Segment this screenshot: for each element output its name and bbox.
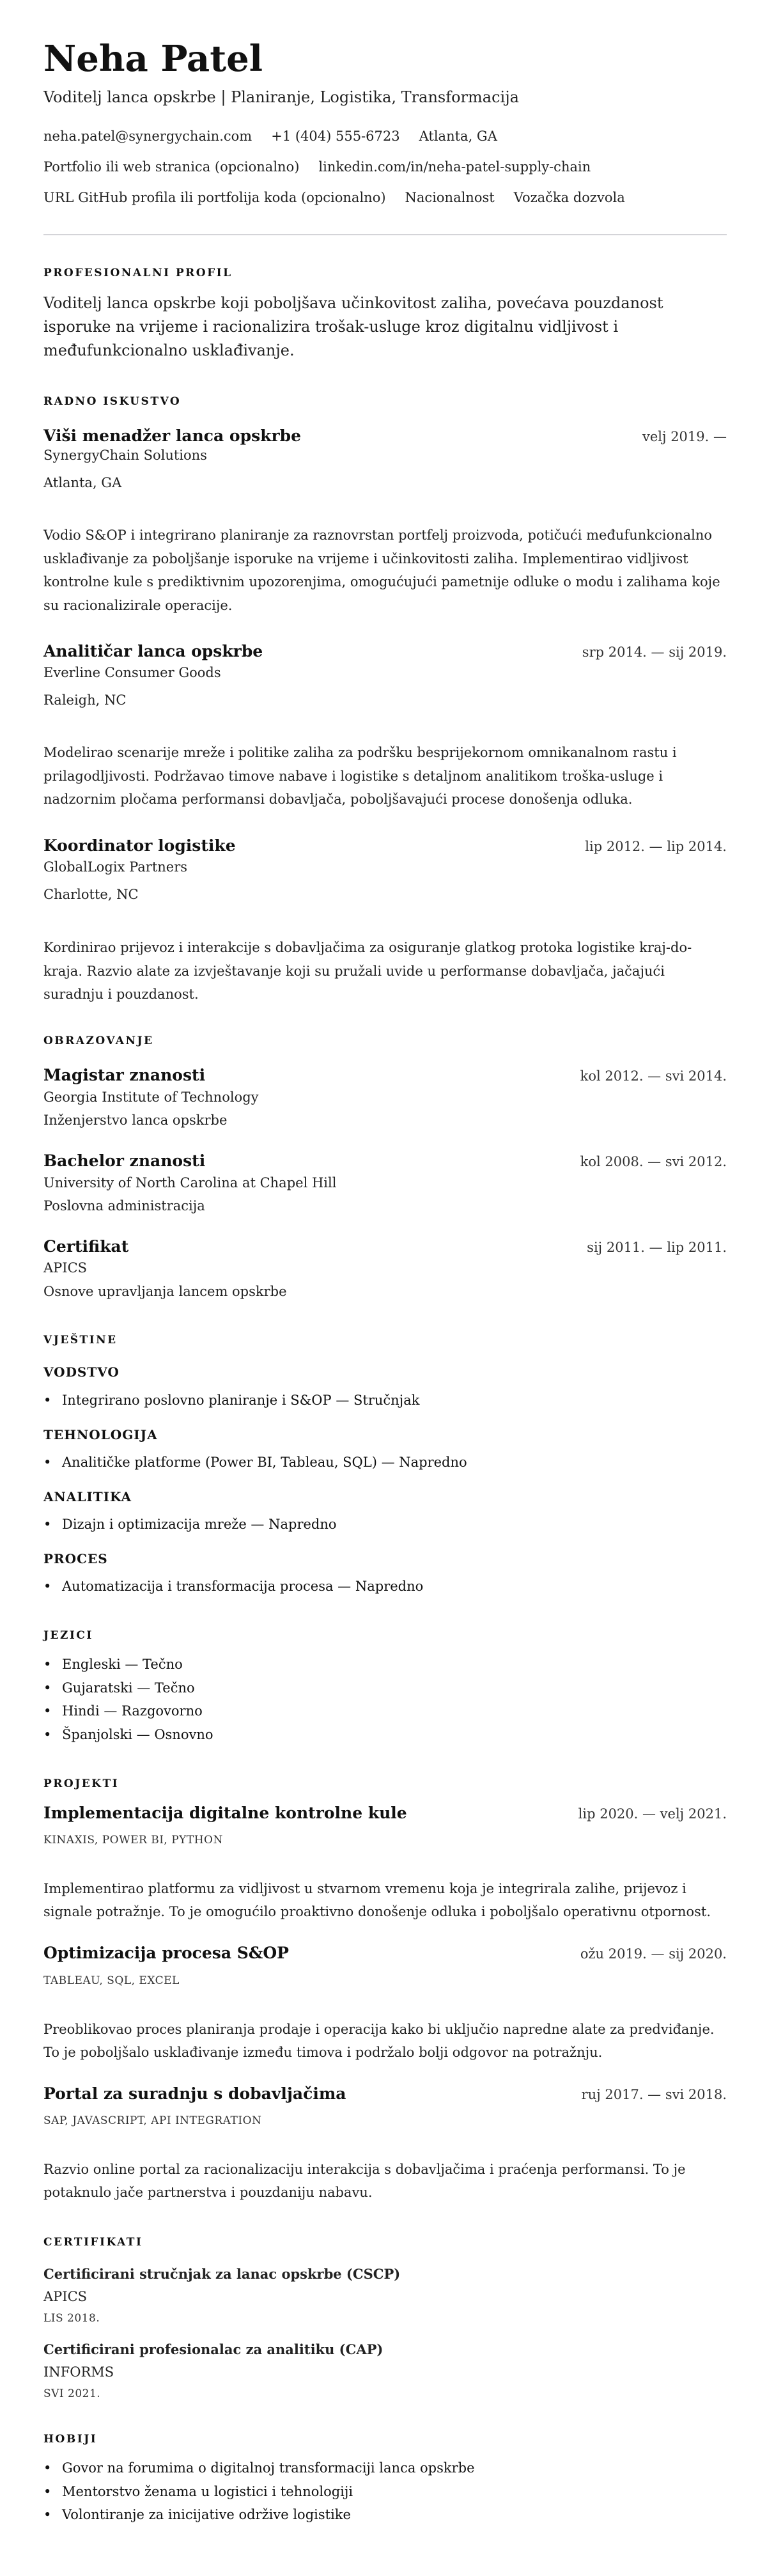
school: APICS bbox=[43, 1260, 88, 1276]
job-company: SynergyChain Solutions bbox=[43, 448, 207, 463]
project-description: Razvio online portal za racionalizaciju interakcija s dobavljačima i praćenja performansi. To je potaknulo jače partnerstva i pouzdaniju nabavu. bbox=[43, 2162, 686, 2200]
location: Atlanta, GA bbox=[419, 129, 497, 144]
skill-group-title: VODSTVO bbox=[43, 1364, 120, 1380]
job-title: Viši menadžer lanca opskrbe bbox=[43, 426, 302, 445]
language-item: • Gujaratski — Tečno bbox=[43, 1676, 213, 1700]
project-title: Portal za suradnju s dobavljačima bbox=[43, 2084, 346, 2103]
hobby-item: • Govor na forumima o digitalnoj transformaciji lanca opskrbe bbox=[43, 2456, 475, 2480]
certification-name: Certificirani stručnjak za lanac opskrbe (CSCP) bbox=[43, 2266, 401, 2282]
nationality: Nacionalnost bbox=[405, 190, 495, 205]
job-dates: velj 2019. — bbox=[642, 429, 727, 444]
project-tech: SAP, JAVASCRIPT, API INTEGRATION bbox=[43, 2114, 262, 2127]
section-heading-skills: VJEŠTINE bbox=[43, 1334, 118, 1347]
job-title: Koordinator logistike bbox=[43, 836, 236, 855]
skill-list bbox=[43, 1575, 423, 1598]
section-heading-experience: RADNO ISKUSTVO bbox=[43, 395, 182, 408]
job-location: Atlanta, GA bbox=[43, 475, 122, 490]
job-header bbox=[43, 426, 727, 446]
skill-item: • Analitičke platforme (Power BI, Tableau, SQL) — Napredno bbox=[43, 1451, 467, 1474]
skill-item: • Integrirano poslovno planiranje i S&OP — Stručnjak bbox=[43, 1389, 419, 1412]
job-description: Modelirao scenarije mreže i politike zaliha za podršku besprijekornom omnikanalnom rastu i prilagodljivosti. Podržavao timove nabave i logistike s detaljnom analitikom troška-usluge i nadzornim pločama performansi dobavljača, poboljšavajući procese donošenja odluka. bbox=[43, 745, 677, 807]
education-header bbox=[43, 1237, 727, 1257]
hobby-item: • Volontiranje za inicijative održive logistike bbox=[43, 2503, 475, 2527]
skill-list bbox=[43, 1389, 419, 1412]
job-dates: srp 2014. — sij 2019. bbox=[582, 644, 727, 660]
school: Georgia Institute of Technology bbox=[43, 1089, 259, 1105]
project-dates: lip 2020. — velj 2021. bbox=[578, 1806, 727, 1822]
language-item: • Engleski — Tečno bbox=[43, 1653, 213, 1676]
job-location: Charlotte, NC bbox=[43, 887, 139, 902]
contact-line-2 bbox=[43, 158, 610, 176]
degree: Bachelor znanosti bbox=[43, 1151, 206, 1170]
contact-line-1 bbox=[43, 127, 516, 145]
project-tech: KINAXIS, POWER BI, PYTHON bbox=[43, 1834, 223, 1846]
project-tech: TABLEAU, SQL, EXCEL bbox=[43, 1974, 180, 1987]
certification-issuer: APICS bbox=[43, 2289, 88, 2304]
portfolio-link[interactable]: Portfolio ili web stranica (opcionalno) bbox=[43, 159, 300, 175]
project-description: Preoblikovao proces planiranja prodaje i operacija kako bi uključio napredne alate za predviđanje. To je poboljšalo usklađivanje između timova i podržalo bolji odgovor na potražnju. bbox=[43, 2022, 715, 2060]
education-dates: sij 2011. — lip 2011. bbox=[587, 1240, 727, 1255]
education-header bbox=[43, 1066, 727, 1086]
section-heading-certifications: CERTIFIKATI bbox=[43, 2236, 143, 2249]
job-header bbox=[43, 836, 727, 856]
skill-item: • Automatizacija i transformacija procesa — Napredno bbox=[43, 1575, 423, 1598]
degree: Magistar znanosti bbox=[43, 1066, 206, 1084]
skill-list bbox=[43, 1513, 337, 1536]
job-header bbox=[43, 642, 727, 662]
skill-item: • Dizajn i optimizacija mreže — Napredno bbox=[43, 1513, 337, 1536]
section-heading-languages: JEZICI bbox=[43, 1629, 93, 1642]
section-heading-education: OBRAZOVANJE bbox=[43, 1034, 154, 1047]
skill-group-title: ANALITIKA bbox=[43, 1489, 132, 1504]
school: University of North Carolina at Chapel Hill bbox=[43, 1175, 337, 1190]
education-dates: kol 2012. — svi 2014. bbox=[580, 1068, 727, 1084]
candidate-headline: Voditelj lanca opskrbe | Planiranje, Logistika, Transformacija bbox=[43, 88, 519, 106]
header-divider bbox=[43, 234, 727, 235]
degree: Certifikat bbox=[43, 1237, 129, 1256]
section-heading-profile: PROFESIONALNI PROFIL bbox=[43, 267, 233, 279]
field-of-study: Osnove upravljanja lancem opskrbe bbox=[43, 1284, 287, 1299]
contact-line-3 bbox=[43, 189, 644, 207]
driving-license: Vozačka dozvola bbox=[513, 190, 625, 205]
job-company: Everline Consumer Goods bbox=[43, 665, 221, 680]
job-description: Kordinirao prijevoz i interakcije s dobavljačima za osiguranje glatkog protoka logistike kraj-do-kraja. Razvio alate za izvještavanje koji su pružali uvide u performanse dobavljača, jačajući suradnju i pouzdanost. bbox=[43, 940, 692, 1002]
hobby-list bbox=[43, 2456, 475, 2527]
job-company: GlobalLogix Partners bbox=[43, 859, 188, 875]
certification-date: LIS 2018. bbox=[43, 2312, 100, 2325]
email-link[interactable]: neha.patel@synergychain.com bbox=[43, 129, 252, 144]
project-dates: ruj 2017. — svi 2018. bbox=[581, 2087, 727, 2102]
job-dates: lip 2012. — lip 2014. bbox=[585, 839, 727, 854]
github-link[interactable]: URL GitHub profila ili portfolija koda (opcionalno) bbox=[43, 190, 386, 205]
project-description: Implementirao platformu za vidljivost u stvarnom vremenu koja je integrirala zalihe, prijevoz i signale potražnje. To je omogućilo proaktivno donošenje odluka i poboljšalo operativnu otpornost. bbox=[43, 1881, 711, 1919]
job-location: Raleigh, NC bbox=[43, 692, 127, 708]
project-title: Implementacija digitalne kontrolne kule bbox=[43, 1804, 407, 1822]
certification-issuer: INFORMS bbox=[43, 2364, 114, 2380]
certification-name: Certificirani profesionalac za analitiku (CAP) bbox=[43, 2341, 384, 2357]
skill-list bbox=[43, 1451, 467, 1474]
project-dates: ožu 2019. — sij 2020. bbox=[580, 1946, 727, 1962]
section-heading-projects: PROJEKTI bbox=[43, 1777, 120, 1790]
project-title: Optimizacija procesa S&OP bbox=[43, 1944, 289, 1962]
skill-group-title: TEHNOLOGIJA bbox=[43, 1427, 158, 1442]
language-list bbox=[43, 1653, 213, 1746]
phone: +1 (404) 555-6723 bbox=[271, 129, 400, 144]
section-heading-hobbies: HOBIJI bbox=[43, 2433, 98, 2446]
job-description: Vodio S&OP i integrirano planiranje za raznovrstan portfelj proizvoda, potičući međufunkcionalno usklađivanje za poboljšanje isporuke na vrijeme i učinkovitosti zaliha. Implementirao vidljivost kontrolne kule s prediktivnim upozorenjima, omogućujući pametnije odluke o modu i zalihama koje su racionalizirale operacije. bbox=[43, 527, 720, 613]
project-header bbox=[43, 1944, 727, 1963]
education-header bbox=[43, 1151, 727, 1171]
candidate-name: Neha Patel bbox=[43, 38, 263, 80]
skill-group-title: PROCES bbox=[43, 1551, 108, 1566]
education-dates: kol 2008. — svi 2012. bbox=[580, 1154, 727, 1169]
project-header bbox=[43, 2084, 727, 2104]
language-item: • Hindi — Razgovorno bbox=[43, 1699, 213, 1723]
job-title: Analitičar lanca opskrbe bbox=[43, 642, 263, 660]
certification-date: SVI 2021. bbox=[43, 2387, 101, 2400]
field-of-study: Inženjerstvo lanca opskrbe bbox=[43, 1112, 228, 1128]
hobby-item: • Mentorstvo ženama u logistici i tehnologiji bbox=[43, 2480, 475, 2504]
field-of-study: Poslovna administracija bbox=[43, 1198, 205, 1214]
linkedin-link[interactable]: linkedin.com/in/neha-patel-supply-chain bbox=[318, 159, 591, 175]
language-item: • Španjolski — Osnovno bbox=[43, 1723, 213, 1747]
project-header bbox=[43, 1804, 727, 1823]
profile-summary: Voditelj lanca opskrbe koji poboljšava učinkovitost zaliha, povećava pouzdanost isporuke na vrijeme i racionalizira trošak-usluge kroz digitalnu vidljivost i međufunkcionalno usklađivanje. bbox=[43, 294, 663, 359]
